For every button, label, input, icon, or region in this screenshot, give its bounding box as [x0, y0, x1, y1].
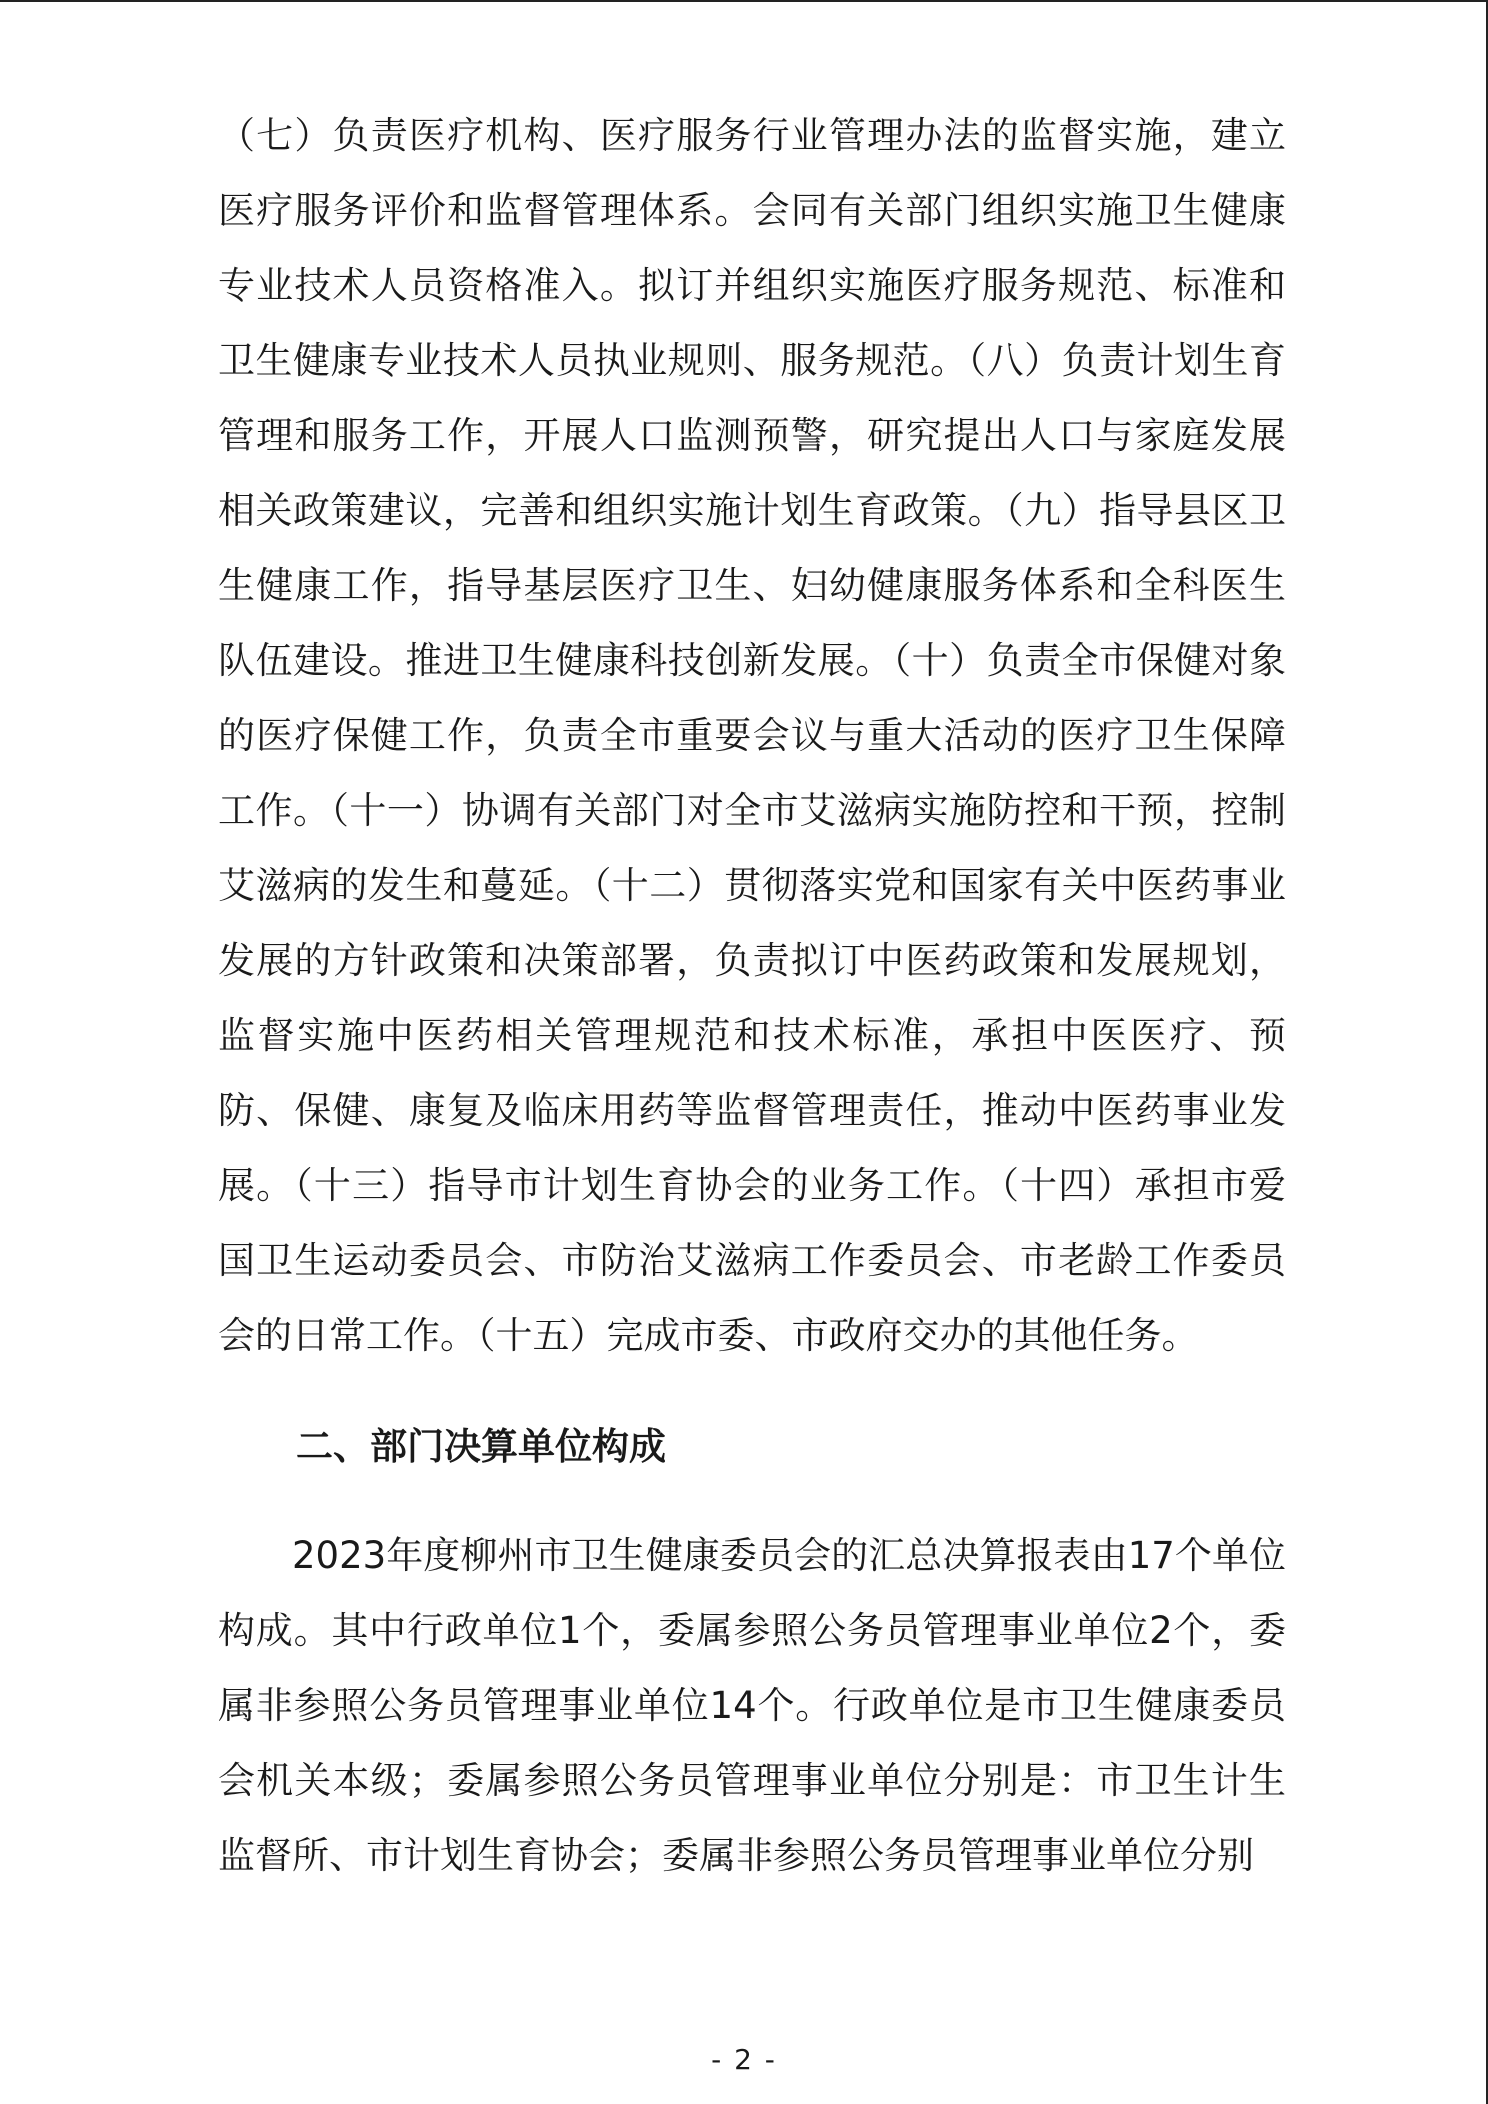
section-heading: 二、部门决算单位构成	[296, 1425, 666, 1468]
page-number: - 2 -	[711, 2043, 777, 2076]
document-body	[218, 98, 1286, 1893]
unit-composition-paragraph: 2023年度柳州市卫生健康委员会的汇总决算报表由17个单位构成。其中行政单位1个，委属参照公务员管理事业单位2个，委属非参照公务员管理事业单位14个。行政单位是市卫生健康委员会机关本级；委属参照公务员管理事业单位分别是：市卫生计生监督所、市计划生育协会；委属非参照公务员管理事业单位分别	[218, 1534, 1286, 1877]
duties-paragraph: （七）负责医疗机构、医疗服务行业管理办法的监督实施，建立医疗服务评价和监督管理体系。会同有关部门组织实施卫生健康专业技术人员资格准入。拟订并组织实施医疗服务规范、标准和卫生健康专业技术人员执业规则、服务规范。（八）负责计划生育管理和服务工作，开展人口监测预警，研究提出人口与家庭发展相关政策建议，完善和组织实施计划生育政策。（九）指导县区卫生健康工作，指导基层医疗卫生、妇幼健康服务体系和全科医生队伍建设。推进卫生健康科技创新发展。（十）负责全市保健对象的医疗保健工作，负责全市重要会议与重大活动的医疗卫生保障工作。（十一）协调有关部门对全市艾滋病实施防控和干预，控制艾滋病的发生和蔓延。（十二）贯彻落实党和国家有关中医药事业发展的方针政策和决策部署，负责拟订中医药政策和发展规划，监督实施中医药相关管理规范和技术标准，承担中医医疗、预防、保健、康复及临床用药等监督管理责任，推动中医药事业发展。（十三）指导市计划生育协会的业务工作。（十四）承担市爱国卫生运动委员会、市防治艾滋病工作委员会、市老龄工作委员会的日常工作。（十五）完成市委、市政府交办的其他任务。	[218, 114, 1286, 1357]
spacer	[218, 1484, 1286, 1518]
spacer	[218, 1373, 1286, 1409]
